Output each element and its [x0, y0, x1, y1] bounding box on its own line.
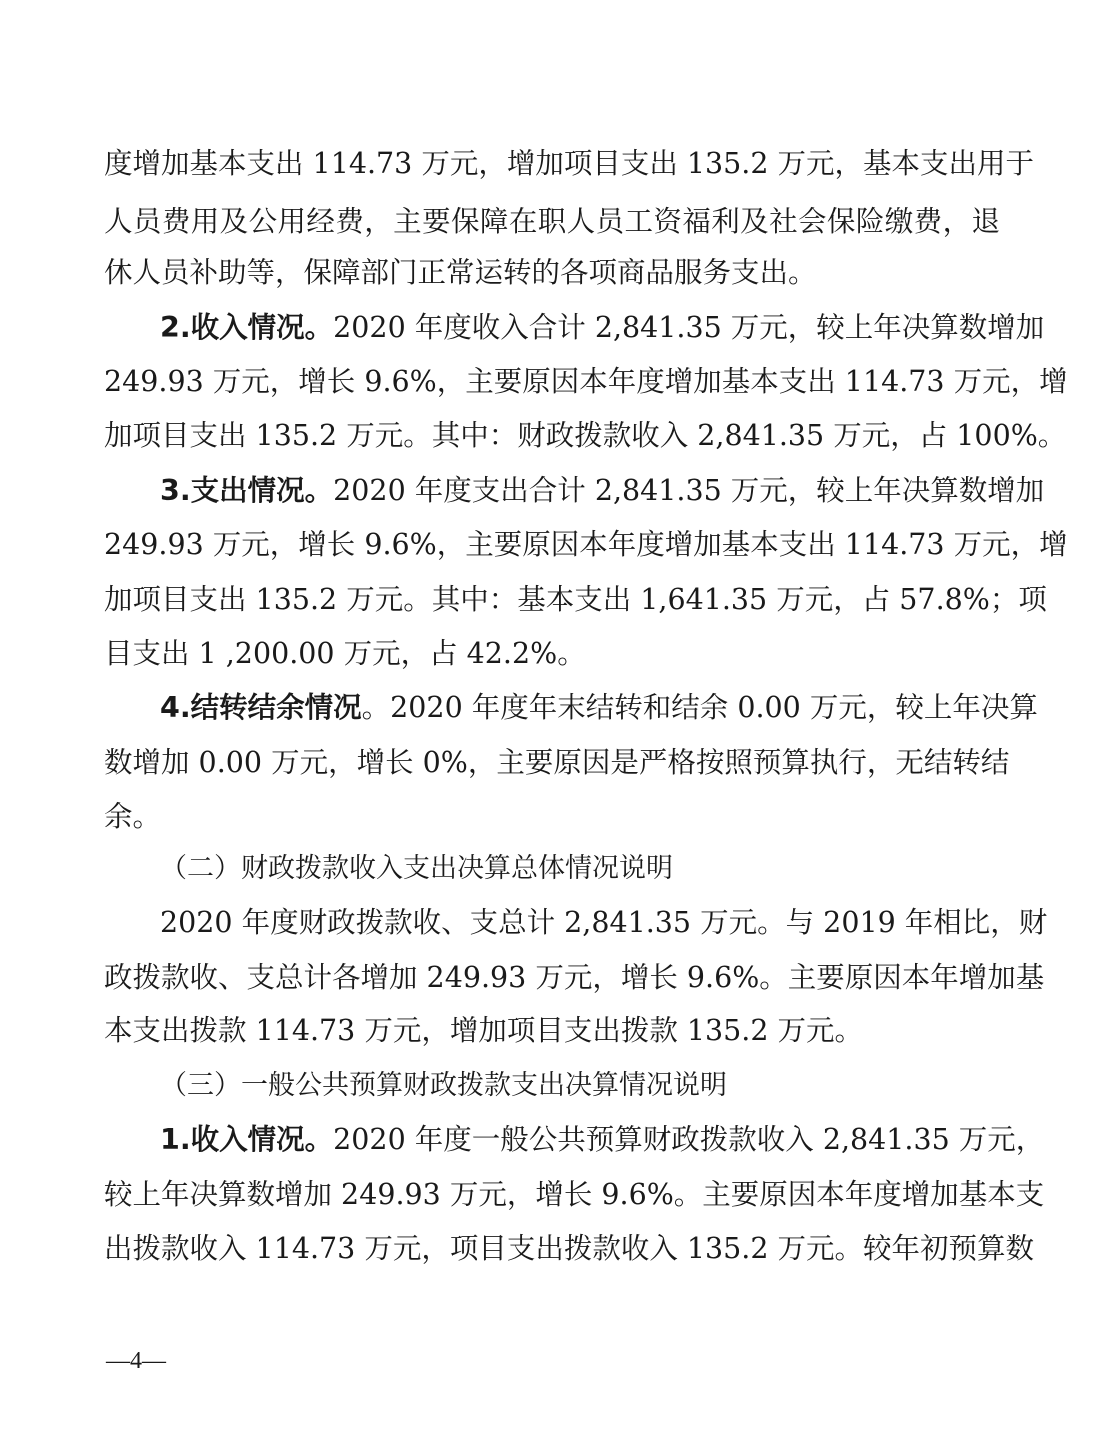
text-line: 出拨款收入 114.73 万元，项目支出拨款收入 135.2 万元。较年初预算数 [104, 1232, 1035, 1265]
text-run: 2020 年度一般公共预算财政拨款收入 2,841.35 万元， [333, 1123, 1045, 1156]
text-line: 人员费用及公用经费，主要保障在职人员工资福利及社会保险缴费，退 [104, 205, 1000, 238]
text-line: 政拨款收、支总计各增加 249.93 万元，增长 9.6%。主要原因本年增加基 [104, 961, 1045, 994]
paragraph-first-line [160, 688, 1038, 728]
paragraph-heading: 3.支出情况。 [160, 474, 334, 507]
text-line: 本支出拨款 114.73 万元，增加项目支出拨款 135.2 万元。 [104, 1014, 864, 1047]
paragraph-heading: 1.收入情况。 [160, 1123, 334, 1156]
text-line: 加项目支出 135.2 万元。其中：基本支出 1,641.35 万元，占 57.8%；项 [104, 583, 1047, 616]
text-line: 休人员补助等，保障部门正常运转的各项商品服务支出。 [104, 256, 817, 289]
text-line: 数增加 0.00 万元，增长 0%，主要原因是严格按照预算执行，无结转结 [104, 746, 1010, 779]
paragraph-heading: 2.收入情况。 [160, 311, 334, 344]
paragraph-heading: 4.结转结余情况 [160, 691, 362, 724]
text-line: 2020 年度财政拨款收、支总计 2,841.35 万元。与 2019 年相比，财 [160, 906, 1048, 939]
section-heading: （二）财政拨款收入支出决算总体情况说明 [160, 853, 673, 884]
text-line: 目支出 1 ,200.00 万元，占 42.2%。 [104, 637, 586, 670]
text-run: 。2020 年度年末结转和结余 0.00 万元，较上年决算 [361, 691, 1038, 724]
text-line: 249.93 万元，增长 9.6%，主要原因本年度增加基本支出 114.73 万元，增 [104, 365, 1068, 398]
text-line: 余。 [104, 800, 162, 833]
text-run: 2020 年度支出合计 2,841.35 万元，较上年决算数增加 [333, 474, 1045, 507]
paragraph-first-line [160, 308, 1045, 348]
paragraph-first-line [160, 471, 1045, 511]
text-line: 249.93 万元，增长 9.6%，主要原因本年度增加基本支出 114.73 万元，增 [104, 528, 1068, 561]
text-run: 2020 年度收入合计 2,841.35 万元，较上年决算数增加 [333, 311, 1045, 344]
text-line: 较上年决算数增加 249.93 万元，增长 9.6%。主要原因本年度增加基本支 [104, 1178, 1045, 1211]
page-number: —4— [106, 1348, 166, 1374]
paragraph-first-line [160, 1120, 1045, 1160]
text-line: 加项目支出 135.2 万元。其中：财政拨款收入 2,841.35 万元，占 100%。 [104, 419, 1067, 452]
section-heading: （三）一般公共预算财政拨款支出决算情况说明 [160, 1070, 727, 1101]
text-line: 度增加基本支出 114.73 万元，增加项目支出 135.2 万元，基本支出用于 [104, 147, 1035, 180]
